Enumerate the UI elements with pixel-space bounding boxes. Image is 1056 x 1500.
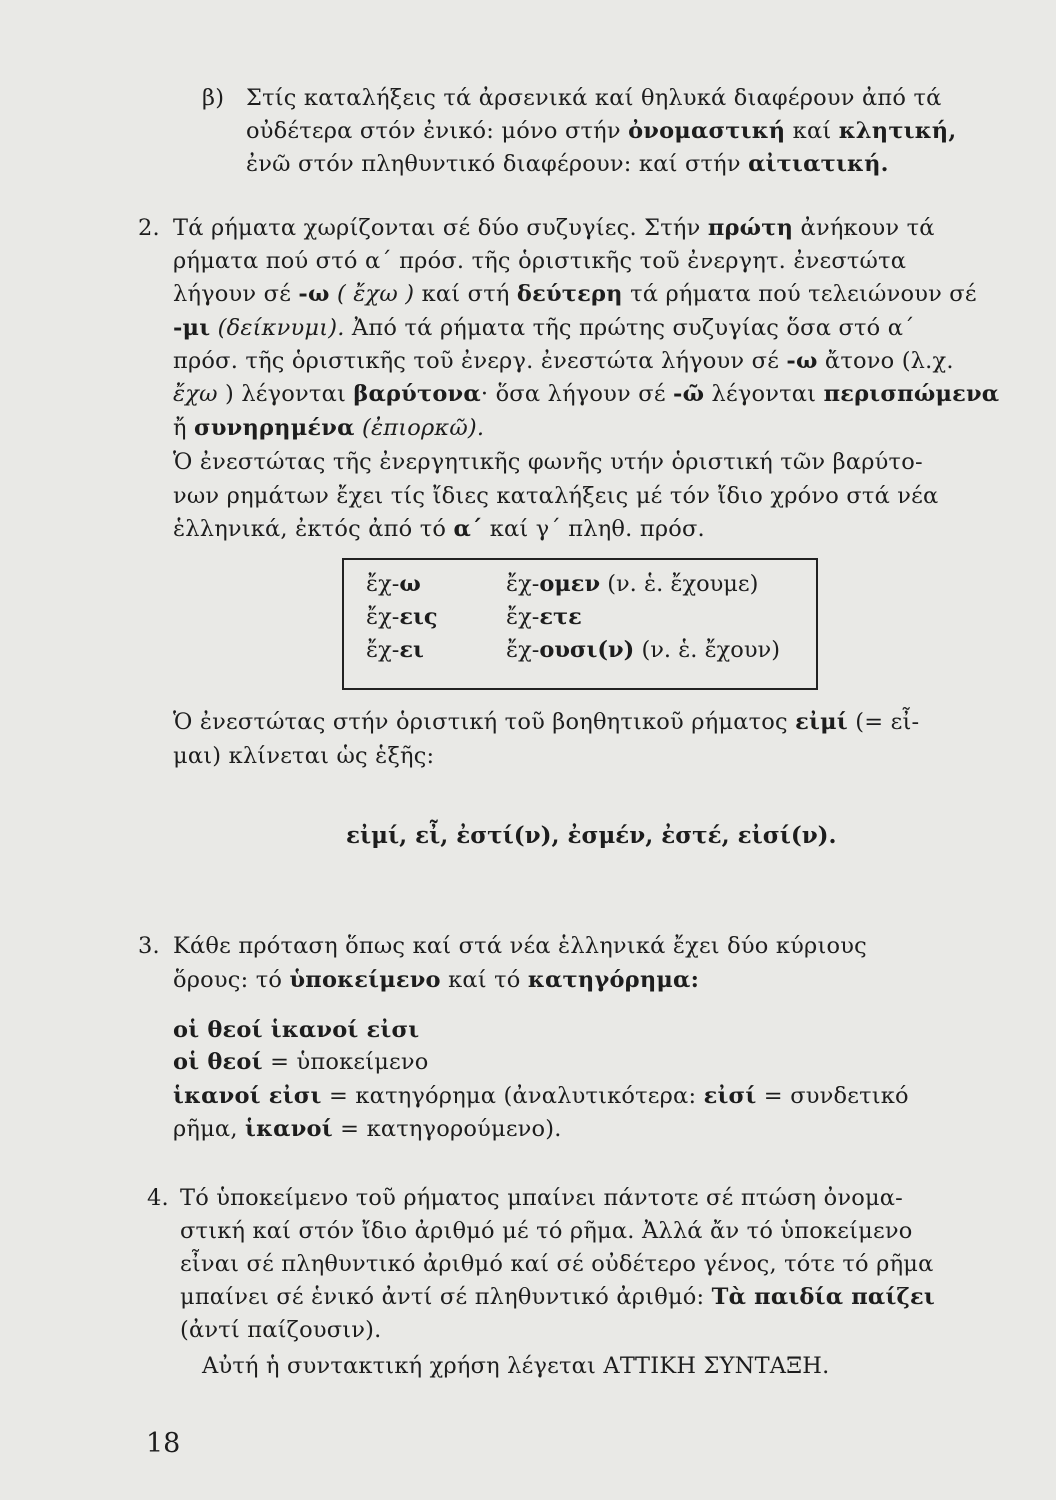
plural-3: ἔχ-ουσι(ν) (ν. ἑ. ἔχουν)	[506, 637, 780, 663]
eimi-forms: εἰμί, εἶ, ἐστί(ν), ἐσμέν, ἐστέ, εἰσί(ν).	[346, 822, 837, 849]
section-2-line8: Ὁ ἐνεστώτας τῆς ἐνεργητικῆς φωνῆς υτήν ὁριστική τῶν βαρύτο-	[173, 449, 923, 475]
section-b-label: β)	[202, 85, 225, 111]
section-2-line7: ἤ συνηρημένα (ἐπιορκῶ).	[173, 415, 485, 441]
section-4-number: 4.	[147, 1185, 169, 1211]
section-4-line2: στική καί στόν ἴδιο ἀριθμό μέ τό ρῆμα. Ἀλλά ἄν τό ὑποκείμενο	[180, 1218, 913, 1244]
singular-3: ἔχ-ει	[366, 637, 424, 663]
section-3-number: 3.	[138, 933, 160, 959]
page-number: 18	[146, 1428, 181, 1459]
eimi-line2: μαι) κλίνεται ὡς ἑξῆς:	[173, 743, 435, 769]
section-2-line4: -μι (δείκνυμι). Ἀπό τά ρήματα τῆς πρώτης συζυγίας ὅσα στό α΄	[173, 315, 915, 341]
section-2-number: 2.	[138, 215, 160, 241]
section-2-line9: νων ρημάτων ἔχει τίς ἴδιες καταλήξεις μέ τόν ἴδιο χρόνο στά νέα	[173, 483, 939, 509]
section-b-line1: Στίς καταλήξεις τά ἀρσενικά καί θηλυκά διαφέρουν ἀπό τά	[246, 85, 942, 111]
conjugation-table	[342, 558, 818, 690]
section-3-example2: οἱ θεοί = ὑποκείμενο	[173, 1049, 429, 1075]
section-2-line5: πρόσ. τῆς ὁριστικῆς τοῦ ἐνεργ. ἐνεστώτα λήγουν σέ -ω ἄτονο (λ.χ.	[173, 348, 954, 374]
plural-2: ἔχ-ετε	[506, 604, 582, 630]
section-2-line3: λήγουν σέ -ω ( ἔχω ) καί στή δεύτερη τά ρήματα πού τελειώνουν σέ	[173, 281, 977, 307]
section-4-line1: Τό ὑποκείμενο τοῦ ρήματος μπαίνει πάντοτε σέ πτώση ὀνομα-	[180, 1185, 903, 1211]
singular-1: ἔχ-ω	[366, 571, 421, 597]
singular-2: ἔχ-εις	[366, 604, 438, 630]
section-3-example1: οἱ θεοί ἱκανοί εἰσι	[173, 1017, 420, 1043]
section-b-line3: ἐνῶ στόν πληθυντικό διαφέρουν: καί στήν αἰτιατική.	[246, 151, 889, 177]
section-4-line6: Αὐτή ἡ συντακτική χρήση λέγεται ΑΤΤΙΚΗ ΣΥΝΤΑΞΗ.	[202, 1353, 830, 1379]
section-2-line6: ἔχω ) λέγονται βαρύτονα· ὅσα λήγουν σέ -ῶ λέγονται περισπώμενα	[173, 381, 1000, 407]
section-4-line3: εἶναι σέ πληθυντικό ἀριθμό καί σέ οὐδέτερο γένος, τότε τό ρῆμα	[180, 1251, 934, 1277]
section-3-line2: ὅρους: τό ὑποκείμενο καί τό κατηγόρημα:	[173, 967, 700, 993]
section-3-example3: ἱκανοί εἰσι = κατηγόρημα (ἀναλυτικότερα: εἰσί = συνδετικό	[173, 1083, 909, 1109]
section-2-line2: ρήματα πού στό α΄ πρόσ. τῆς ὁριστικῆς τοῦ ἐνεργητ. ἐνεστώτα	[173, 248, 907, 274]
section-3-example4: ρῆμα, ἱκανοί = κατηγορούμενο).	[173, 1116, 562, 1142]
section-4-line5: (ἀντί παίζουσιν).	[180, 1317, 382, 1343]
section-2-line10: ἑλληνικά, ἐκτός ἀπό τό α΄ καί γ΄ πληθ. πρόσ.	[173, 516, 705, 542]
section-4-line4: μπαίνει σέ ἑνικό ἀντί σέ πληθυντικό ἀριθμό: Τὰ παιδία παίζει	[180, 1284, 936, 1310]
section-2-line1: Τά ρήματα χωρίζονται σέ δύο συζυγίες. Στήν πρώτη ἀνήκουν τά	[173, 215, 935, 241]
plural-1: ἔχ-ομεν (ν. ἑ. ἔχουμε)	[506, 571, 759, 597]
section-3-line1: Κάθε πρόταση ὅπως καί στά νέα ἑλληνικά ἔχει δύο κύριους	[173, 933, 867, 959]
eimi-line1: Ὁ ἐνεστώτας στήν ὁριστική τοῦ βοηθητικοῦ ρήματος εἰμί (= εἶ-	[173, 709, 920, 735]
section-b-line2: οὐδέτερα στόν ἐνικό: μόνο στήν ὀνομαστική καί κλητική,	[246, 118, 957, 144]
